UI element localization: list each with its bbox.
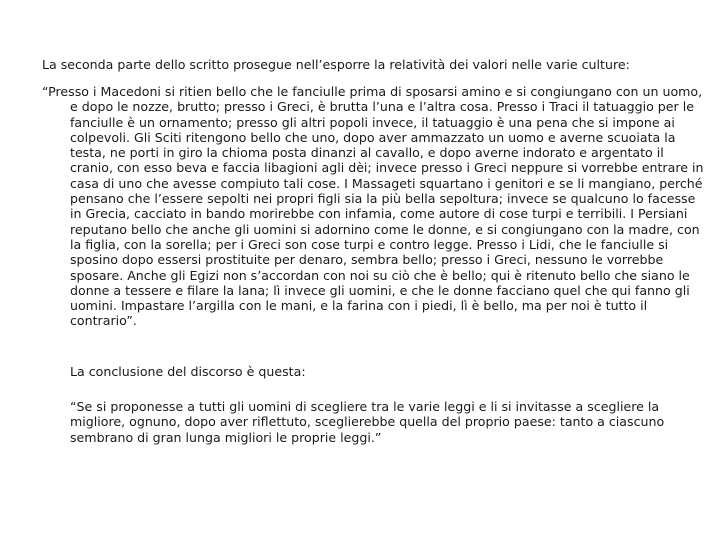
intro-paragraph: La seconda parte dello scritto prosegue nell’esporre la relatività dei valori nelle varie culture: [42,56,630,72]
quote-macedoni-paragraph: “Presso i Macedoni si ritien bello che le fanciulle prima di sposarsi amino e si congiungano con un uomo, e dopo le nozze, brutto; presso i Greci, è brutta l’una e l’altra cosa. Presso i Traci il tatuaggio per le fanciulle è un ornamento; presso gli altri popoli invece, il tatuaggio è una pena che si impone ai colpevoli. Gli Sciti ritengono bello che uno, dopo aver ammazzato un uomo e averne scuoiata la testa, ne porti in giro la chioma posta dinanzi al cavallo, e dopo averne indorato e argentato il cranio, con esso beva e faccia libagioni agli dèi; invece presso i Greci neppure si vorrebbe entrare in casa di uno che avesse compiuto tali cose. I Massageti squartano i genitori e se li mangiano, perché pensano che l’essere sepolti nei propri figli sia la più bella sepoltura; invece se qualcuno lo facesse in Grecia, cacciato in bando morirebbe con infamia, come autore di cose turpi e terribili. I Persiani reputano bello che anche gli uomini si adornino come le donne, e si congiungano con la madre, con la figlia, con la sorella; per i Greci son cose turpi e contro legge. Presso i Lidi, che le fanciulle si sposino dopo essersi prostituite per denaro, sembra bello; presso i Greci, nessuno le vorrebbe sposare. Anche gli Egizi non s’accordan con noi su ciò che è bello; qui è ritenuto bello che siano le donne a tessere e filare la lana; lì invece gli uomini, e che le donne facciano quel che qui fanno gli uomini. Impastare l’argilla con le mani, e la farina con i piedi, lì è bello, ma per noi è tutto il contrario”. [42,84,704,329]
conclusion-quote-paragraph: “Se si proponesse a tutti gli uomini di scegliere tra le varie leggi e li si invitasse a scegliere la migliore, ognuno, dopo aver riflettuto, sceglierebbe quella del proprio paese: tanto a ciascuno sembrano di gran lunga migliori le proprie leggi.” [70,399,665,445]
conclusion-intro-paragraph: La conclusione del discorso è questa: [70,364,306,379]
